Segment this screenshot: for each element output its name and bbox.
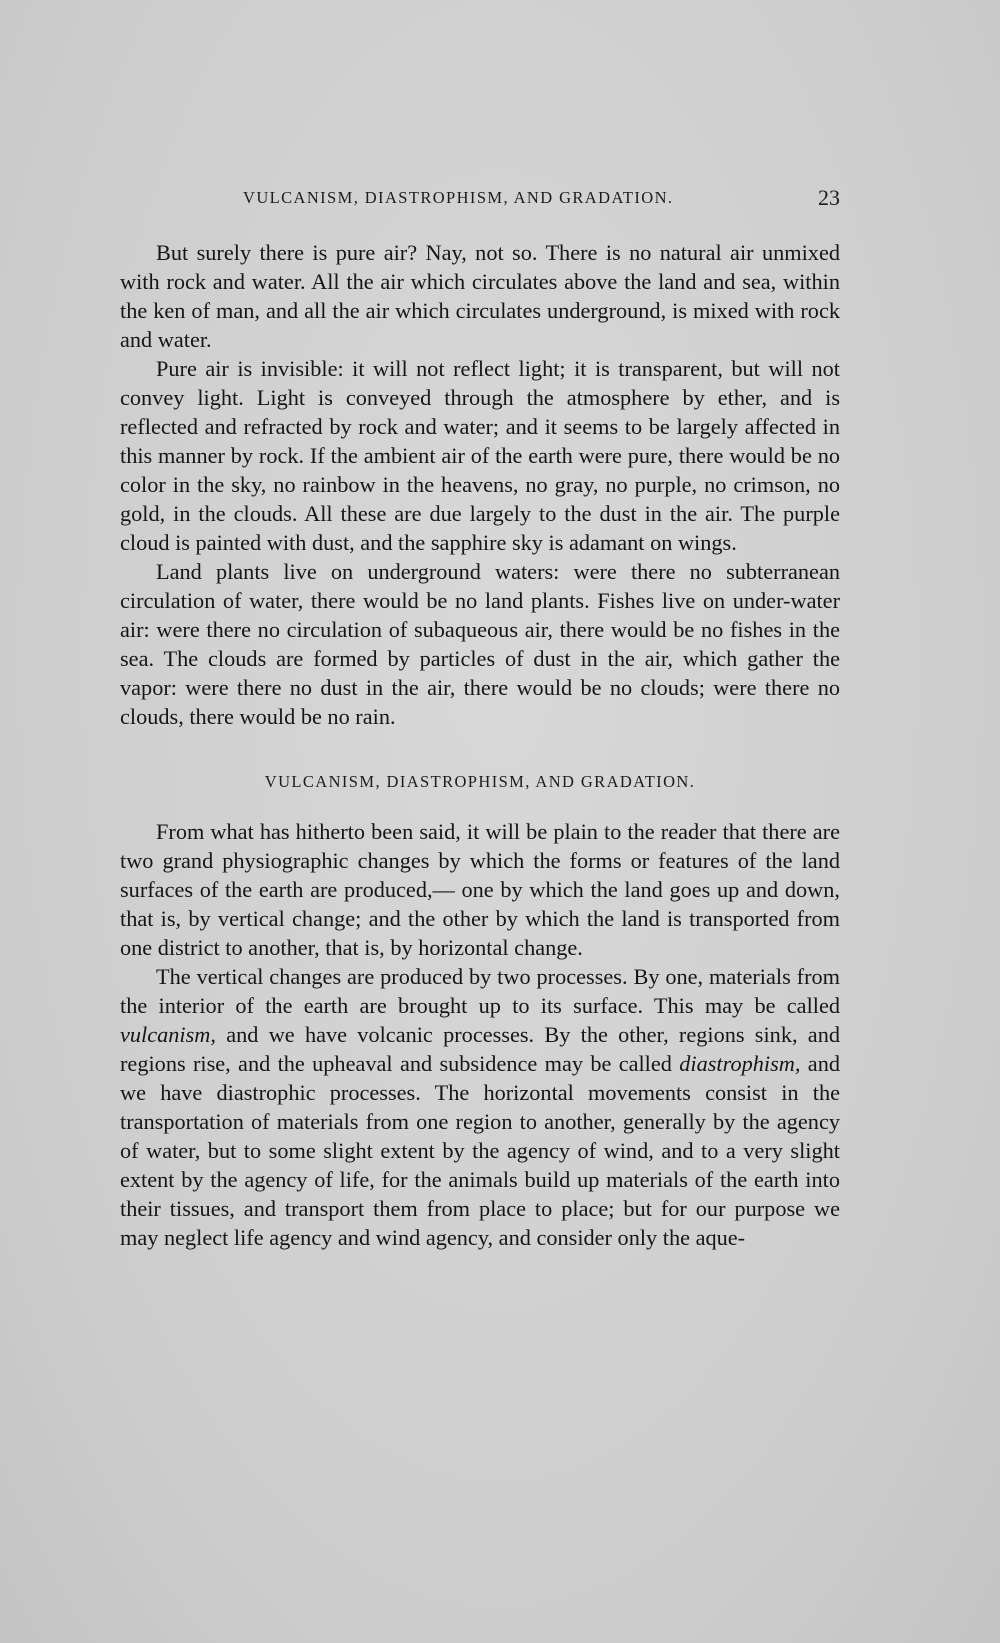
- running-head: [120, 185, 840, 218]
- paragraph-text: The vertical changes are produced by two processes. By one, materials from the interior of the earth are brought up to its surface. This may be called: [120, 964, 840, 1018]
- paragraph-text: and we have volcanic processes. By the other, regions sink, and regions rise, and the upheaval and subsidence may be called: [120, 1022, 840, 1076]
- term-vulcanism: vulcanism,: [120, 1022, 216, 1047]
- paragraph-vertical-changes: [120, 962, 840, 1252]
- running-title: VULCANISM, DIASTROPHISM, AND GRADATION.: [243, 188, 674, 207]
- page-number: 23: [818, 185, 840, 210]
- paragraph-pure-air: But surely there is pure air? Nay, not so. There is no natural air unmixed with rock and water. All the air which circulates above the land and sea, within the ken of man, and all the air which circulates underground, is mixed with rock and water.: [120, 240, 840, 352]
- term-diastrophism: diastrophism,: [679, 1051, 801, 1076]
- section-heading: VULCANISM, DIASTROPHISM, AND GRADATION.: [264, 772, 696, 791]
- paragraph-physiographic-changes: From what has hitherto been said, it will be plain to the reader that there are two grand physiographic changes by which the forms or features of the land surfaces of the earth are produced,— one by which the land goes up and down, that is, by vertical change; and the other by which the land is transported from one district to another, that is, by horizontal change.: [120, 819, 840, 960]
- paragraph-invisible-air: Pure air is invisible: it will not reflect light; it is transparent, but will not convey light. Light is conveyed through the atmosphere by ether, and is reflected and refracted by rock and water; and it seems to be largely affected in this manner by rock. If the ambient air of the earth were pure, there would be no color in the sky, no rainbow in the heavens, no gray, no purple, no crimson, no gold, in the clouds. All these are due largely to the dust in the air. The purple cloud is painted with dust, and the sapphire sky is adamant on wings.: [120, 356, 840, 555]
- paragraph-text: and we have diastrophic processes. The horizontal movements consist in the transportation of materials from one region to another, generally by the agency of water, but to some slight extent by the agency of wind, and to a very slight extent by the agency of life, for the animals build up materials of the earth into their tissues, and transport them from place to place; but for our purpose we may neglect life agency and wind agency, and consider only the aque-: [120, 1051, 840, 1250]
- paragraph-plants-fishes: Land plants live on underground waters: were there no subterranean circulation of water, there would be no land plants. Fishes live on under-water air: were there no circulation of subaqueous air, there would be no fishes in the sea. The clouds are formed by particles of dust in the air, which gather the vapor: were there no dust in the air, there would be no clouds; were there no clouds, there would be no rain.: [120, 559, 840, 729]
- body-text: [120, 238, 840, 1252]
